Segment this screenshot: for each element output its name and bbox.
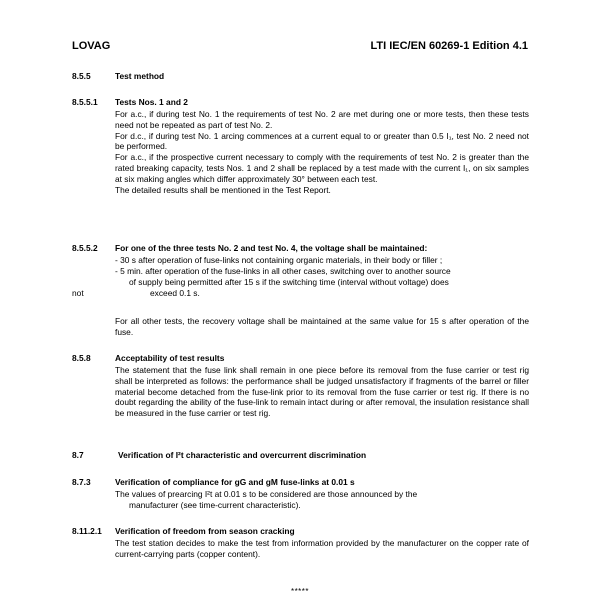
section-body <box>115 365 529 419</box>
section-number: 8.7.3 <box>72 477 91 487</box>
section-number: 8.5.5.1 <box>72 97 98 107</box>
section-title: Verification of freedom from season cracking <box>115 526 295 536</box>
paragraph-line: The values of prearcing I²t at 0.01 s to be considered are those announced by the <box>115 489 418 499</box>
paragraph: The statement that the fuse link shall remain in one piece before its removal from the fuse carrier or test rig shall be interpreted as follows: the performance shall be judged unsatisfactory if fragments of the barrel or filler material become detached from the fuse-link prior to its removal from the fuse carrier or test rig. If there is no doubt regarding the ability of the fuse-link to remain intact during or after removal, the insulation resistance shall be measured in the fuse carrier or test rig. <box>115 365 529 419</box>
section-number: 8.5.5.2 <box>72 243 98 253</box>
section-title: Tests Nos. 1 and 2 <box>115 97 188 107</box>
list-item-continuation: of supply being permitted after 15 s if the switching time (interval without voltage) does <box>129 277 449 287</box>
paragraph: For a.c., if during test No. 1 the requirements of test No. 2 are met during one or more tests, then these tests need not be repeated as part of test No. 2. <box>115 109 529 130</box>
section-title: Acceptability of test results <box>115 353 225 363</box>
header-right: LTI IEC/EN 60269-1 Edition 4.1 <box>370 40 528 52</box>
end-marker: ***** <box>290 587 310 596</box>
section-title: For one of the three tests No. 2 and test No. 4, the voltage shall be maintained: <box>115 243 428 253</box>
section-title: Verification of compliance for gG and gM fuse-links at 0.01 s <box>115 477 355 487</box>
section-number: 8.5.5 <box>72 71 91 81</box>
section-number: 8.7 <box>72 450 84 460</box>
paragraph: For all other tests, the recovery voltage shall be maintained at the same value for 15 s after operation of the fuse. <box>115 316 529 337</box>
paragraph: For d.c., if during test No. 1 arcing commences at a current equal to or greater than 0.5 I₁, test No. 2 need not be performed. <box>115 130 529 152</box>
paragraph: For a.c., if the prospective current necessary to comply with the requirements of test No. 2 is greater than the rated breaking capacity, tests Nos. 1 and 2 shall be replaced by a test made with the current I₁, on six samples at six making angles which differ approximately 30° between each test. <box>115 152 529 184</box>
paragraph: The detailed results shall be mentioned in the Test Report. <box>115 184 331 195</box>
section-number: 8.5.8 <box>72 353 91 363</box>
section-title: Verification of I²t characteristic and overcurrent discrimination <box>118 450 367 460</box>
paragraph-line: manufacturer (see time-current characteristic). <box>129 500 301 510</box>
header-left: LOVAG <box>72 40 111 52</box>
section-body <box>115 109 529 195</box>
paragraph: The test station decides to make the test from information provided by the manufacturer on the copper rate of current-carrying parts (copper content). <box>115 538 529 559</box>
list-item-continuation: exceed 0.1 s. <box>150 288 200 298</box>
list-item: - 30 s after operation of fuse-links not containing organic materials, in their body or filler ; <box>115 255 443 265</box>
wrapped-word: not <box>72 288 84 298</box>
section-number: 8.11.2.1 <box>72 526 102 536</box>
section-body <box>115 316 529 338</box>
section-title: Test method <box>115 71 165 81</box>
section-body <box>115 538 529 560</box>
list-item: - 5 min. after operation of the fuse-links in all other cases, switching over to another source <box>115 266 451 276</box>
